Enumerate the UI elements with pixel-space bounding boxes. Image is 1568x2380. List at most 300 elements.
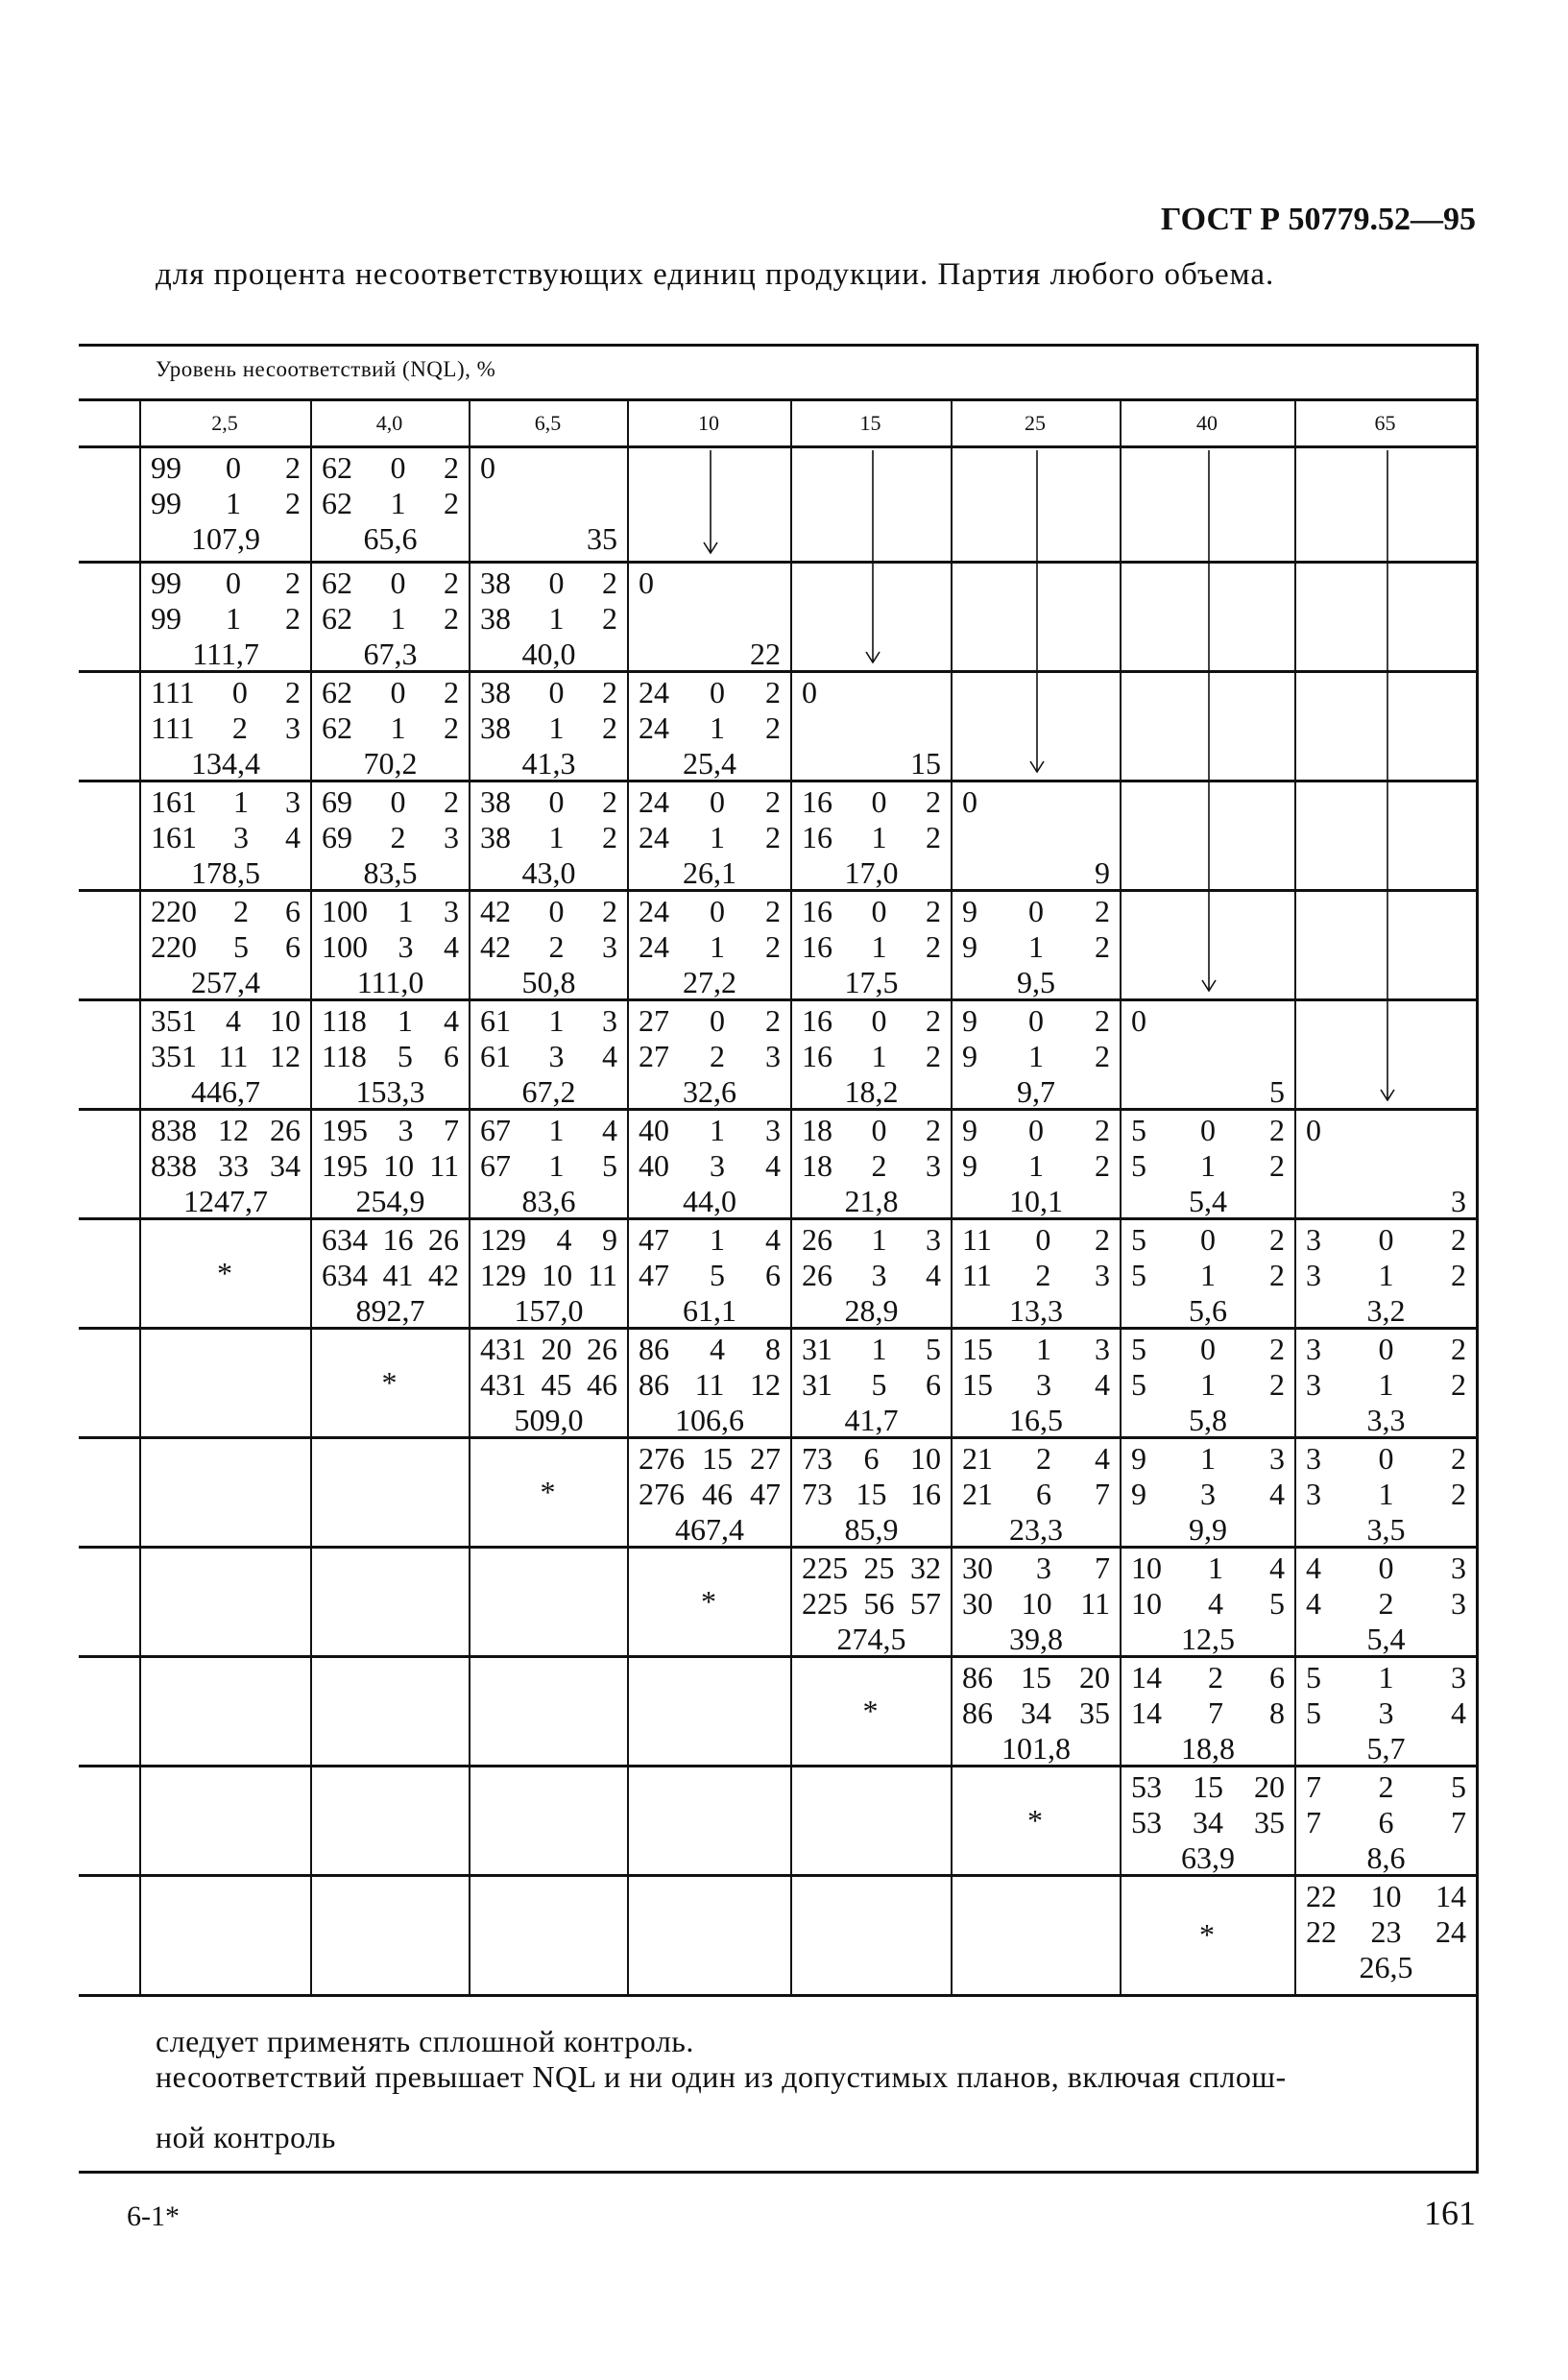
plan-value: 1: [1378, 1258, 1394, 1292]
plan-value: 5: [1131, 1332, 1146, 1366]
plan-value: 2: [285, 675, 301, 709]
plan-value: 4: [765, 1148, 781, 1183]
plan-value: 56: [863, 1586, 895, 1621]
plan-line-1: [802, 784, 941, 820]
plan-total: 16,5: [1009, 1403, 1063, 1437]
plan-line-1: [480, 675, 617, 710]
table-row-divider: [79, 398, 1479, 401]
plan-value: 5: [1306, 1660, 1321, 1695]
plan-value: 10: [910, 1441, 941, 1476]
plan-value: 3: [1306, 1258, 1321, 1292]
plan-line-2: [151, 820, 301, 855]
plan-value: 14: [1435, 1879, 1466, 1913]
plan-value: 2: [1095, 1222, 1110, 1257]
plan-value: 7: [1306, 1769, 1321, 1804]
plan-line-2: [639, 1148, 781, 1184]
plan-value: 3: [1036, 1367, 1051, 1402]
plan-value: 3: [285, 784, 301, 819]
plan-line-1: [1306, 1222, 1466, 1258]
plan-line-1: 0: [962, 784, 977, 819]
plan-value: 62: [322, 486, 352, 520]
plan-value: 3: [1306, 1332, 1321, 1366]
plan-cell: [322, 450, 459, 557]
plan-total: 26,1: [683, 855, 736, 890]
plan-value: 6: [1378, 1805, 1394, 1839]
plan-value: 3: [602, 929, 617, 964]
plan-total: 3: [1451, 1184, 1466, 1218]
plan-cell: [1306, 1222, 1466, 1329]
plan-value: 18: [802, 1148, 832, 1183]
plan-line-1: [639, 1332, 781, 1367]
plan-value: 1: [390, 601, 406, 636]
plan-line-2: [802, 1477, 941, 1512]
plan-value: 99: [151, 565, 181, 600]
plan-total: 83,5: [363, 855, 418, 890]
plan-line-1: 0: [480, 450, 495, 485]
plan-value: 161: [151, 820, 197, 854]
plan-value: 42: [480, 894, 511, 928]
plan-value: 26: [270, 1113, 301, 1147]
plan-value: 2: [1095, 1148, 1110, 1183]
plan-total: 257,4: [191, 965, 260, 999]
plan-cell: [802, 784, 941, 891]
plan-total: 26,5: [1359, 1950, 1413, 1984]
plan-value: 3: [398, 929, 414, 964]
plan-value: 25: [863, 1551, 895, 1585]
plan-value: 4: [1269, 1477, 1285, 1511]
plan-line-2: [1306, 1914, 1466, 1950]
plan-line-2: [1306, 1477, 1466, 1512]
plan-value: 12: [750, 1367, 781, 1402]
plan-value: 1: [710, 1222, 725, 1257]
plan-line-2: [639, 1039, 781, 1074]
plan-value: 2: [1036, 1441, 1051, 1476]
plan-total: 15: [910, 746, 941, 781]
plan-total: 13,3: [1009, 1293, 1063, 1328]
plan-value: 5: [926, 1332, 941, 1366]
plan-value: 23: [1370, 1914, 1402, 1949]
plan-value: 10: [1021, 1586, 1052, 1621]
plan-value: 16: [802, 894, 832, 928]
plan-total: 467,4: [675, 1512, 744, 1547]
column-header: 4,0: [375, 411, 403, 435]
plan-cell: [962, 1332, 1110, 1438]
plan-value: 0: [1378, 1332, 1394, 1366]
plan-value: 2: [548, 929, 565, 964]
plan-value: 9: [962, 1039, 977, 1073]
plan-line-1: [322, 1113, 459, 1148]
plan-value: 3: [1378, 1695, 1394, 1730]
plan-value: 1: [397, 1003, 413, 1038]
plan-line-2: [322, 1148, 459, 1184]
plan-total: 5,4: [1189, 1184, 1227, 1218]
plan-line-2: [639, 710, 781, 746]
plan-value: 9: [962, 1003, 977, 1038]
plan-value: 0: [710, 784, 725, 819]
plan-line-2: [151, 929, 301, 965]
plan-line-1: [1131, 1441, 1285, 1477]
plan-line-2: [962, 929, 1110, 965]
plan-total: 5,4: [1366, 1622, 1406, 1656]
plan-total: 5,8: [1189, 1403, 1227, 1437]
plan-value: 6: [444, 1039, 459, 1073]
plan-cell: [639, 1441, 781, 1548]
plan-total: 18,2: [844, 1074, 899, 1109]
plan-total: 35: [587, 521, 617, 556]
plan-total: 43,0: [521, 855, 576, 890]
plan-value: 9: [602, 1222, 617, 1257]
plan-line-1: [480, 1003, 617, 1039]
plan-value: 5: [1306, 1695, 1321, 1730]
plan-value: 161: [151, 784, 197, 819]
plan-value: 11: [962, 1222, 992, 1257]
document-title: ГОСТ Р 50779.52—95: [1160, 202, 1476, 237]
plan-value: 30: [962, 1586, 993, 1621]
plan-value: 2: [1451, 1477, 1466, 1511]
plan-value: 62: [322, 710, 352, 745]
plan-line-2: [322, 820, 459, 855]
plan-line-1: [151, 1003, 301, 1039]
plan-value: 30: [962, 1551, 993, 1585]
plan-value: 5: [1131, 1113, 1146, 1147]
plan-value: 34: [1021, 1695, 1051, 1730]
plan-line-2: [962, 1367, 1110, 1403]
table-row-divider: [79, 445, 1479, 448]
plan-value: 2: [444, 784, 459, 819]
plan-line-2: [802, 929, 941, 965]
plan-value: 0: [710, 1003, 725, 1038]
plan-value: 6: [863, 1441, 880, 1476]
plan-cell: [151, 784, 301, 891]
plan-value: 2: [1095, 1003, 1110, 1038]
plan-value: 3: [1306, 1477, 1321, 1511]
plan-line-2: [962, 820, 1110, 855]
plan-value: 5: [710, 1258, 725, 1292]
plan-value: 1: [1028, 1148, 1044, 1183]
plan-value: 3: [1200, 1477, 1216, 1511]
table-row-divider: [79, 561, 1479, 564]
plan-value: 1: [548, 601, 565, 636]
plan-value: 2: [765, 710, 781, 745]
plan-value: 2: [1269, 1367, 1285, 1402]
plan-value: 16: [802, 820, 832, 854]
plan-value: 276: [639, 1477, 685, 1511]
note-line-2: несоответствий превышает NQL и ни один из допустимых планов, включая сплош-: [156, 2059, 1287, 2094]
plan-value: 18: [802, 1113, 832, 1147]
plan-value: 2: [285, 486, 301, 520]
down-arrow-icon: [701, 450, 720, 554]
plan-total: 106,6: [675, 1403, 744, 1437]
column-header: 25: [1025, 411, 1046, 435]
plan-value: 0: [871, 1113, 887, 1147]
plan-cell: [802, 1222, 941, 1329]
plan-line-2: [1306, 1258, 1466, 1293]
plan-value: 1: [1378, 1367, 1394, 1402]
plan-value: 1: [871, 1039, 887, 1073]
plan-cell: [1131, 1441, 1285, 1548]
plan-cell: [1131, 1332, 1285, 1438]
plan-value: 26: [428, 1222, 459, 1257]
plan-total: 28,9: [844, 1293, 899, 1328]
plan-line-1: [322, 1222, 459, 1258]
plan-value: 12: [218, 1113, 249, 1147]
plan-value: 2: [602, 565, 617, 600]
plan-cell: [1131, 1222, 1285, 1329]
plan-value: 0: [871, 1003, 887, 1038]
plan-value: 276: [639, 1441, 685, 1476]
plan-total: 178,5: [191, 855, 260, 890]
plan-line-1: 0: [1131, 1003, 1146, 1038]
plan-total: 111,7: [192, 637, 259, 671]
plan-value: 3: [602, 1003, 617, 1038]
plan-value: 2: [1095, 894, 1110, 928]
plan-value: 1: [548, 820, 565, 854]
plan-value: 16: [802, 1003, 832, 1038]
plan-value: 4: [444, 929, 459, 964]
plan-value: 27: [750, 1441, 781, 1476]
plan-value: 67: [480, 1113, 511, 1147]
plan-cell: [962, 784, 1110, 891]
plan-value: 4: [1208, 1586, 1223, 1621]
plan-value: 7: [1095, 1551, 1110, 1585]
plan-line-1: [639, 1441, 781, 1477]
table-column-divider: [139, 399, 141, 1995]
plan-value: 14: [1131, 1695, 1162, 1730]
plan-value: 12: [270, 1039, 301, 1073]
plan-value: 2: [926, 894, 941, 928]
plan-value: 2: [926, 784, 941, 819]
plan-value: 8: [765, 1332, 781, 1366]
plan-value: 3: [1095, 1258, 1110, 1292]
note-line-3: ной контроль: [156, 2120, 336, 2154]
plan-value: 4: [1095, 1441, 1110, 1476]
plan-value: 4: [444, 1003, 459, 1038]
plan-cell: [322, 1222, 459, 1329]
plan-value: 5: [602, 1148, 617, 1183]
plan-line-1: 0: [1306, 1113, 1321, 1147]
plan-line-1: [962, 1332, 1110, 1367]
plan-total: 3,5: [1366, 1512, 1406, 1547]
plan-value: 220: [151, 894, 197, 928]
plan-value: 111: [151, 710, 195, 745]
plan-cell: [151, 450, 301, 557]
plan-value: 2: [926, 1113, 941, 1147]
plan-value: 2: [1269, 1113, 1285, 1147]
plan-value: 2: [1451, 1258, 1466, 1292]
plan-cell: [480, 1113, 617, 1219]
plan-value: 22: [1306, 1879, 1337, 1913]
plan-cell: [962, 1551, 1110, 1657]
plan-cell: [962, 1222, 1110, 1329]
plan-value: 2: [1378, 1586, 1394, 1621]
plan-line-2: [322, 1258, 459, 1293]
plan-value: 5: [1269, 1586, 1285, 1621]
plan-total: 83,6: [521, 1184, 576, 1218]
plan-value: 62: [322, 675, 352, 709]
plan-cell: [639, 675, 781, 781]
plan-cell: [802, 1551, 941, 1657]
plan-line-1: [1131, 1222, 1285, 1258]
column-header: 10: [698, 411, 719, 435]
table-column-divider: [1120, 399, 1122, 1995]
plan-value: 15: [702, 1441, 733, 1476]
plan-cell: [962, 1113, 1110, 1219]
plan-value: 129: [480, 1222, 526, 1257]
plan-value: 69: [322, 820, 352, 854]
plan-value: 46: [587, 1367, 617, 1402]
plan-value: 3: [926, 1222, 941, 1257]
plan-line-1: [802, 894, 941, 929]
plan-line-2: [639, 1367, 781, 1403]
table-column-divider: [627, 399, 629, 1995]
plan-value: 47: [750, 1477, 781, 1511]
plan-value: 22: [1306, 1914, 1337, 1949]
plan-value: 62: [322, 450, 352, 485]
plan-value: 1: [1378, 1477, 1394, 1511]
plan-value: 5: [397, 1039, 413, 1073]
plan-line-1: [322, 784, 459, 820]
plan-total: 21,8: [844, 1184, 899, 1218]
plan-cell: [639, 1003, 781, 1110]
plan-value: 100: [322, 929, 368, 964]
plan-cell: [639, 894, 781, 1000]
plan-total: 153,3: [355, 1074, 425, 1109]
plan-cell: [639, 565, 781, 672]
plan-cell: [639, 1222, 781, 1329]
plan-value: 5: [233, 929, 249, 964]
column-header: 6,5: [534, 411, 562, 435]
table-column-divider: [1294, 399, 1296, 1995]
plan-total: 111,0: [356, 965, 424, 999]
plan-value: 3: [765, 1039, 781, 1073]
plan-cell: [639, 1113, 781, 1219]
plan-value: 0: [390, 675, 406, 709]
down-arrow-icon: [863, 450, 882, 663]
full-inspection-mark: *: [701, 1583, 716, 1619]
plan-line-2: [1306, 1805, 1466, 1840]
plan-line-1: [1131, 1332, 1285, 1367]
plan-value: 86: [962, 1695, 993, 1730]
plan-cell: [151, 894, 301, 1000]
plan-value: 0: [1028, 1113, 1044, 1147]
plan-value: 35: [1079, 1695, 1110, 1730]
plan-line-1: [480, 894, 617, 929]
plan-value: 3: [285, 710, 301, 745]
plan-line-2: [1131, 1148, 1285, 1184]
plan-line-2: [151, 710, 301, 746]
plan-value: 3: [1451, 1660, 1466, 1695]
plan-line-2: [1131, 1258, 1285, 1293]
plan-line-2: [1306, 1586, 1466, 1622]
plan-cell: [1306, 1441, 1466, 1548]
plan-line-2: [962, 1258, 1110, 1293]
plan-value: 61: [480, 1003, 511, 1038]
plan-value: 11: [962, 1258, 992, 1292]
plan-value: 11: [694, 1367, 725, 1402]
plan-total: 5,6: [1189, 1293, 1227, 1328]
plan-value: 24: [1435, 1914, 1466, 1949]
plan-total: 41,3: [521, 746, 576, 781]
plan-line-2: [480, 601, 617, 637]
plan-value: 4: [1269, 1551, 1285, 1585]
plan-total: 70,2: [363, 746, 418, 781]
plan-value: 38: [480, 601, 511, 636]
plan-value: 0: [1378, 1441, 1394, 1476]
plan-line-1: [639, 1113, 781, 1148]
plan-value: 2: [231, 710, 248, 745]
plan-line-2: [1306, 1367, 1466, 1403]
plan-value: 838: [151, 1148, 197, 1183]
plan-line-2: [962, 1477, 1110, 1512]
plan-line-2: [1131, 1805, 1285, 1840]
plan-value: 0: [710, 894, 725, 928]
plan-line-1: [962, 1551, 1110, 1586]
plan-cell: [962, 894, 1110, 1000]
plan-line-2: [151, 601, 301, 637]
plan-value: 4: [285, 820, 301, 854]
plan-value: 41: [382, 1258, 414, 1292]
plan-value: 0: [1028, 1003, 1044, 1038]
plan-value: 9: [962, 1113, 977, 1147]
plan-value: 10: [1370, 1879, 1402, 1913]
plan-value: 3: [1095, 1332, 1110, 1366]
plan-value: 220: [151, 929, 197, 964]
plan-value: 26: [802, 1222, 832, 1257]
plan-value: 99: [151, 486, 181, 520]
down-arrow-icon: [1027, 450, 1047, 773]
column-header: 40: [1196, 411, 1218, 435]
plan-line-2: [322, 486, 459, 521]
plan-line-1: [802, 1113, 941, 1148]
plan-value: 0: [1200, 1113, 1216, 1147]
plan-value: 4: [765, 1222, 781, 1257]
plan-value: 1: [710, 820, 725, 854]
plan-value: 1: [710, 1113, 725, 1147]
plan-value: 1: [1200, 1441, 1216, 1476]
plan-value: 3: [1451, 1586, 1466, 1621]
plan-value: 111: [151, 675, 195, 709]
full-inspection-mark: *: [217, 1255, 232, 1290]
plan-total: 101,8: [1001, 1731, 1071, 1766]
plan-total: 41,7: [844, 1403, 899, 1437]
plan-value: 15: [962, 1367, 993, 1402]
plan-value: 21: [962, 1441, 993, 1476]
plan-value: 2: [602, 784, 617, 819]
plan-value: 2: [1451, 1367, 1466, 1402]
plan-value: 10: [270, 1003, 301, 1038]
plan-value: 31: [802, 1367, 832, 1402]
plan-total: 32,6: [683, 1074, 736, 1109]
plan-total: 17,5: [844, 965, 899, 999]
plan-value: 15: [962, 1332, 993, 1366]
plan-value: 3: [1036, 1551, 1051, 1585]
plan-cell: [1131, 1769, 1285, 1876]
plan-line-1: [1306, 1332, 1466, 1367]
plan-value: 5: [1131, 1258, 1146, 1292]
plan-total: 3,2: [1366, 1293, 1406, 1328]
plan-cell: [1306, 1879, 1466, 1985]
plan-value: 2: [765, 1003, 781, 1038]
plan-value: 24: [639, 894, 669, 928]
plan-line-2: [802, 1367, 941, 1403]
plan-value: 24: [639, 710, 669, 745]
plan-value: 2: [1208, 1660, 1223, 1695]
plan-value: 10: [1131, 1586, 1162, 1621]
plan-cell: [962, 1441, 1110, 1548]
plan-line-1: [151, 450, 301, 486]
down-arrow-icon: [1378, 450, 1397, 1101]
plan-value: 195: [322, 1148, 368, 1183]
